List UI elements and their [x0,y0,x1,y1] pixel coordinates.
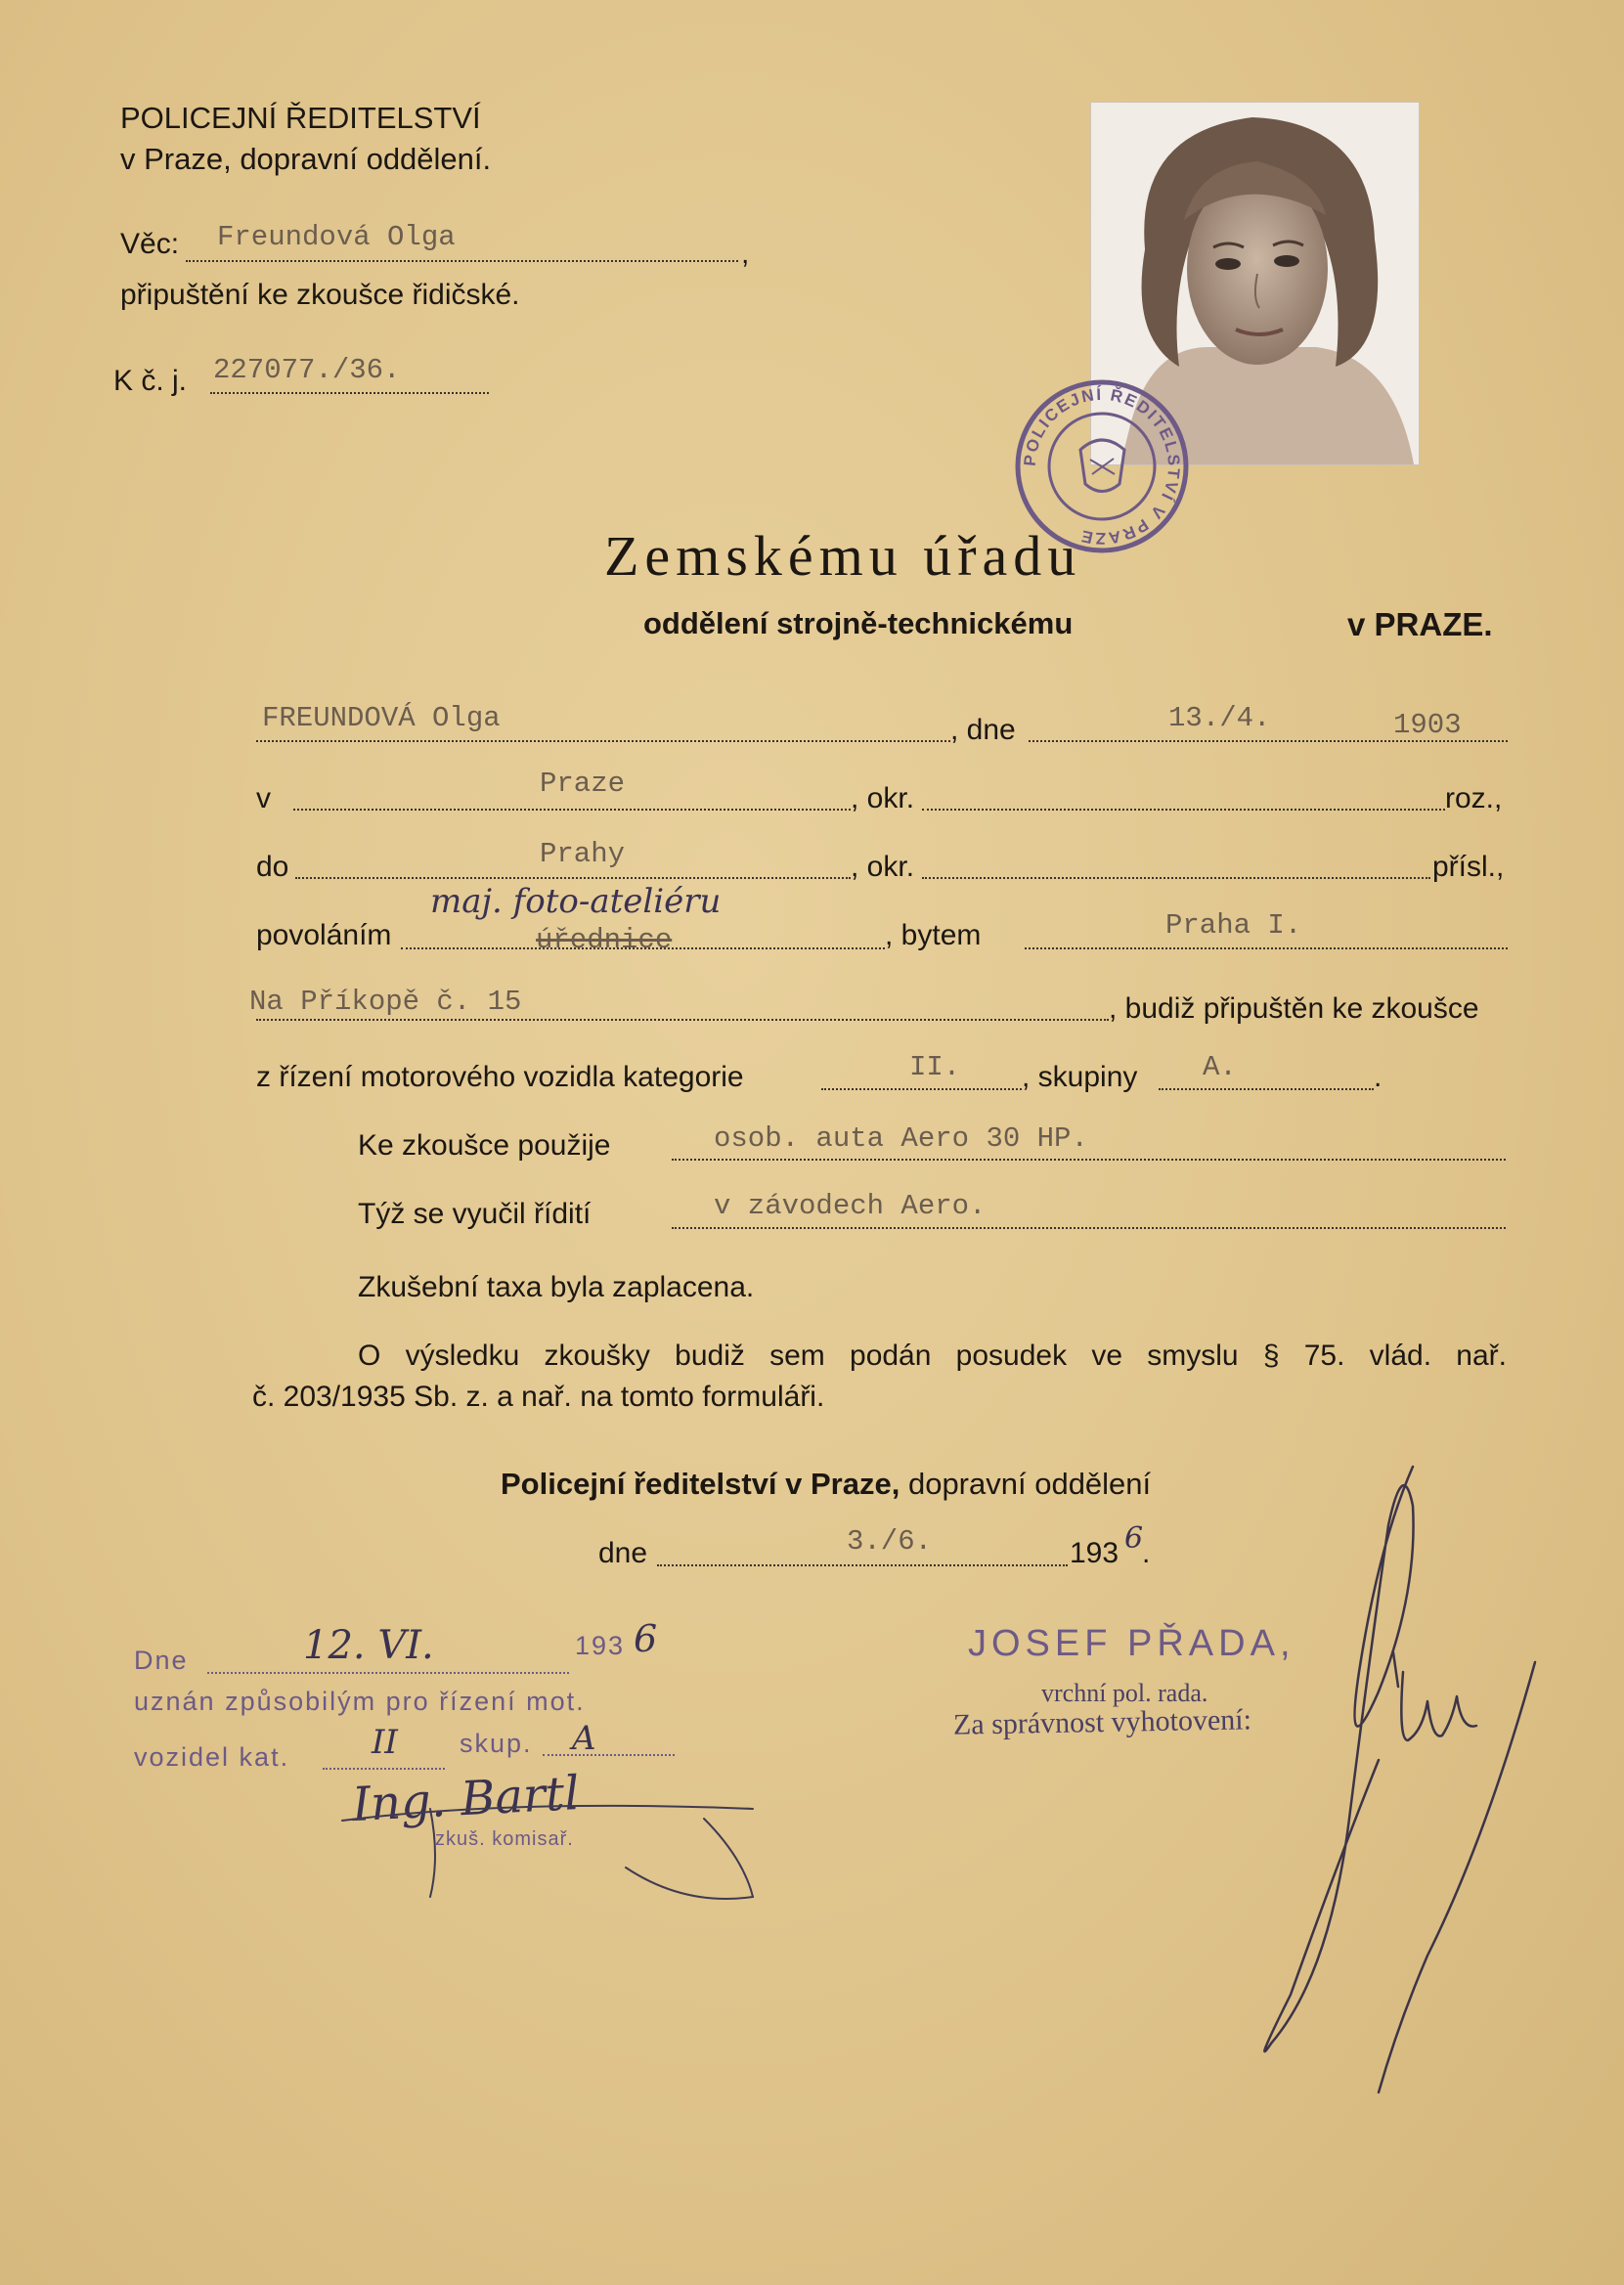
issue-year-prefix: 193 [1070,1537,1119,1569]
reference-label: K č. j. [113,365,188,397]
exam-date-line [207,1672,569,1674]
exam-year-hand: 6 [634,1617,658,1660]
training-label: Týž se vyučil řídití [358,1198,592,1230]
exam-category-hand: II [372,1723,398,1762]
domicile-line [295,877,851,879]
group-line [1159,1088,1374,1090]
reference-line [210,392,489,394]
street-value: Na Příkopě č. 15 [249,986,522,1018]
exam-result-text: uznán způsobilým pro řízení mot. [134,1687,586,1716]
issue-date-line [657,1564,1068,1566]
training-line [672,1227,1506,1229]
category-value: II. [909,1051,961,1083]
okr-line-2 [922,877,1430,879]
name-line [256,740,950,742]
reference-value: 227077./36. [213,354,401,386]
occupation-label: povoláním [256,919,392,951]
group-value: A. [1203,1051,1237,1083]
authority-heading: POLICEJNÍ ŘEDITELSTVÍ [120,101,481,135]
issuing-office-bold: Policejní ředitelství v Praze, [501,1467,900,1501]
vehicle-line [672,1159,1506,1161]
commissioner-title: zkuš. komisař. [435,1828,574,1850]
subject-line [186,260,738,262]
applicant-name: FREUNDOVÁ Olga [262,702,501,734]
official-name-stamp: JOSEF PŘADA, [968,1623,1295,1664]
assessment-line2: č. 203/1935 Sb. z. a nař. na tomto formuláři. [252,1381,825,1413]
domicile-value: Prahy [540,838,626,870]
exam-group-line [543,1754,675,1756]
occupation-handwritten: maj. foto-ateliéru [430,882,722,921]
v-label: v [256,782,271,814]
birth-date: 13./4. [1168,702,1271,734]
commissioner-signature: Ing. Bartl [350,1765,581,1833]
addressee-title: Zemskému úřadu [604,524,1082,588]
subject-label: Věc: [120,228,180,260]
subject-comma: , [741,238,750,270]
subject-line2: připuštění ke zkoušce řidičské. [120,279,520,311]
fee-paid-text: Zkušební taxa byla zaplacena. [358,1271,755,1303]
issuing-office-rest: dopravní oddělení [900,1467,1152,1501]
birthplace-line [293,809,851,811]
vehicle-value: osob. auta Aero 30 HP. [714,1122,1088,1155]
vehicle-label: Ke zkoušce použije [358,1129,611,1162]
birthplace-value: Praze [540,768,626,800]
official-signature [1232,1447,1555,2112]
assessment-line1: O výsledku zkoušky budiž sem podán posudek ve smyslu § 75. vlád. nař. [358,1340,1507,1372]
residence-value: Praha I. [1165,909,1302,942]
roz-label: roz., [1445,782,1503,814]
category-period: . [1374,1061,1383,1093]
issue-year-hand: 6 [1124,1521,1144,1556]
prisl-label: přísl., [1432,851,1505,883]
seal-text: POLICEJNÍ ŘEDITELSTVÍ V PRAZE [1020,384,1184,549]
admitted-label: , budiž připuštěn ke zkoušce [1109,992,1479,1025]
group-label: , skupiny [1022,1061,1138,1093]
exam-year-prefix: 193 [575,1631,626,1660]
street-line [256,1019,1109,1021]
okr-line-1 [922,809,1445,811]
dne-label: , dne [950,714,1016,746]
correctness-stamp: Za správnost vyhotovení: [952,1703,1252,1741]
training-value: v závodech Aero. [714,1190,987,1222]
birth-year: 1903 [1393,709,1462,741]
exam-group-hand: A [572,1719,596,1758]
exam-category-label: vozidel kat. [134,1742,290,1772]
exam-date-hand: 12. VI. [303,1623,434,1668]
issue-date-period: . [1142,1537,1151,1569]
okr-label-1: , okr. [851,782,915,814]
department-heading: v Praze, dopravní oddělení. [120,142,492,176]
do-label: do [256,851,289,883]
residence-label: , bytem [885,919,982,951]
category-label: z řízení motorového vozidla kategorie [256,1061,744,1093]
addressee-department: oddělení strojně-technickému [643,606,1074,640]
residence-line [1025,947,1508,949]
addressee-city: v PRAZE. [1347,606,1493,642]
exam-group-label: skup. [460,1729,533,1758]
issue-date-value: 3./6. [847,1525,933,1558]
occupation-struck: úřednice [536,924,673,956]
okr-label-2: , okr. [851,851,915,883]
category-line [821,1088,1022,1090]
exam-date-label: Dne [134,1646,189,1675]
official-rank-stamp: vrchní pol. rada. [1041,1679,1208,1707]
issuing-office [501,1467,1151,1502]
issue-date-label: dne [598,1537,648,1569]
subject-value: Freundová Olga [217,221,456,253]
